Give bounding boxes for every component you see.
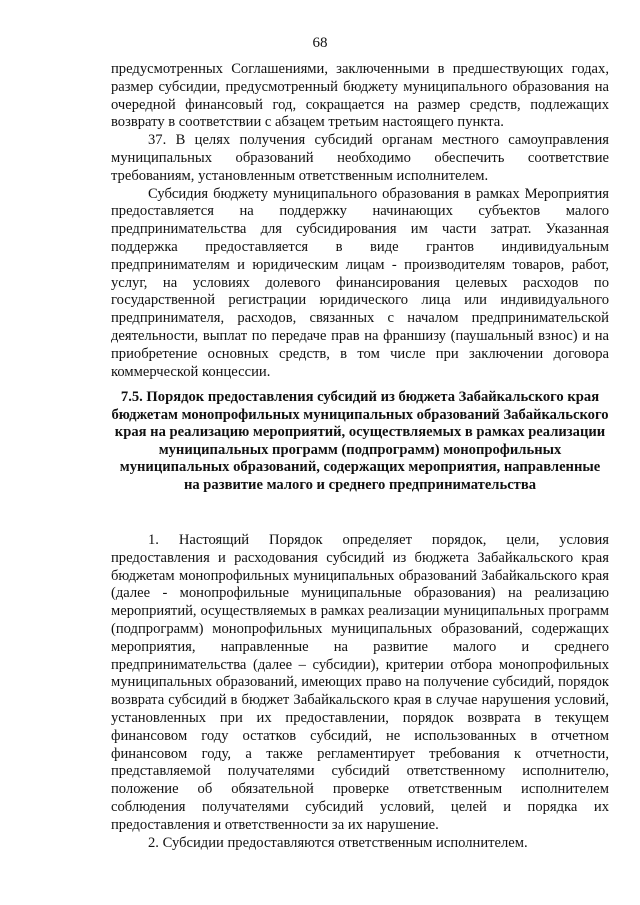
paragraph-subsidy: Субсидия бюджету муниципального образования в рамках Мероприятия предоставляется на поддержку начинающих субъектов малого предпринимательства для субсидирования им части затрат. Указанная поддержка предоставляется в виде грантов индивидуальным предпринимателям и юридическим лицам - производителям товаров, работ, услуг, на условиях долевого финансирования целевых расходов по государственной регистрации юридического лица или индивидуального предпринимателя, расходов, связанных с началом предпринимательской деятельности, выплат по передаче прав на франшизу (паушальный взнос) и на приобретение основных средств, в том числе при заключении договора коммерческой концессии. bbox=[111, 185, 609, 380]
section-heading-7-5: 7.5. Порядок предоставления субсидий из бюджета Забайкальского края бюджетам монопрофильных муниципальных образований Забайкальского края на реализацию мероприятий, осуществляемых в рамках реализации муниципальных программ (подпрограмм) монопрофильных муниципальных образований, содержащих мероприятия, направленные на развитие малого и среднего предпринимательства bbox=[111, 389, 609, 493]
paragraph-1: 1. Настоящий Порядок определяет порядок, цели, условия предоставления и расходования субсидий из бюджета Забайкальского края бюджетам монопрофильных муниципальных образований Забайкальского края (далее - монопрофильные муниципальные образования) на реализацию мероприятий, осуществляемых в рамках реализации муниципальных программ (подпрограмм) монопрофильных муниципальных образований, содержащих мероприятия, направленные на развитие малого и среднего предпринимательства (далее – субсидии), критерии отбора монопрофильных муниципальных образований, имеющих право на получение субсидий, порядок возврата субсидий в бюджет Забайкальского края в случае нарушения условий, установленных при их предоставлении, порядок возврата в текущем финансовом году остатков субсидий, не использованных в отчетном финансовом году, а также регламентирует требования к отчетности, представляемой получателями субсидий ответственному исполнителю, положение об обязательной проверке ответственным исполнителем соблюдения получателями субсидий условий, целей и порядка их предоставления и ответственности за их нарушение. bbox=[111, 532, 609, 833]
paragraph-continuation: предусмотренных Соглашениями, заключенными в предшествующих годах, размер субсидии, предусмотренный бюджету муниципального образования на очередной финансовый год, сокращается на размер средств, подлежащих возврату в соответствии с абзацем третьим настоящего пункта. bbox=[111, 61, 609, 131]
paragraph-2: 2. Субсидии предоставляются ответственным исполнителем. bbox=[148, 834, 528, 851]
bottom-text-block bbox=[111, 532, 609, 852]
page-number: 68 bbox=[312, 35, 328, 51]
paragraph-37: 37. В целях получения субсидий органам местного самоуправления муниципальных образований необходимо обеспечить соответствие требованиям, установленным ответственным исполнителем. bbox=[111, 132, 609, 184]
top-text-block bbox=[111, 61, 609, 381]
